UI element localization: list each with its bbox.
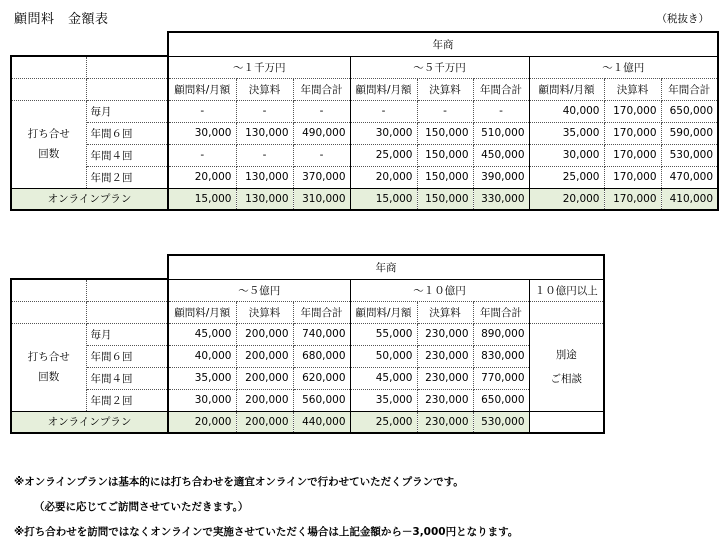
row-label: 年間６回 (86, 122, 168, 144)
row-group-label-line2: 回数 (38, 148, 60, 160)
cell-total: 560,000 (293, 389, 350, 411)
cell-settlement: 130,000 (236, 188, 293, 210)
cell-fee: 30,000 (350, 122, 417, 144)
col-header: 決算料 (417, 78, 473, 100)
cell-fee: 30,000 (529, 144, 604, 166)
revenue-header: 年商 (168, 255, 604, 279)
tier-header: ～１億円 (529, 56, 718, 78)
col-header: 顧問料/月額 (168, 301, 236, 323)
cell-fee: 30,000 (168, 389, 236, 411)
tier-header: ～５億円 (168, 279, 350, 301)
row-label: 年間６回 (86, 345, 168, 367)
cell-fee: 45,000 (350, 367, 417, 389)
cell-fee: 20,000 (168, 166, 236, 188)
cell-fee: 20,000 (168, 411, 236, 433)
cell-settlement: 150,000 (417, 188, 473, 210)
cell-total: 510,000 (473, 122, 529, 144)
note-online-plan: ※オンラインプランは基本的には打ち合わせを適宜オンラインで行わせていただくプランです。 (14, 476, 464, 488)
col-header: 顧問料/月額 (350, 78, 417, 100)
cell-total: - (473, 100, 529, 122)
cell-total: 390,000 (473, 166, 529, 188)
cell-total: 370,000 (293, 166, 350, 188)
row-label: 年間２回 (86, 389, 168, 411)
cell-settlement: 230,000 (417, 345, 473, 367)
cell-fee: 40,000 (168, 345, 236, 367)
cell-total: 530,000 (661, 144, 718, 166)
cell-settlement: 200,000 (236, 367, 293, 389)
col-header: 年間合計 (473, 78, 529, 100)
note-discount: ※打ち合わせを訪問ではなくオンラインで実施させていただく場合は上記金額から－3,000円となります。 (14, 526, 519, 538)
cell-settlement: 150,000 (417, 144, 473, 166)
cell-settlement: 130,000 (236, 166, 293, 188)
cell-settlement: - (417, 100, 473, 122)
cell-fee: 20,000 (350, 166, 417, 188)
note-visit: （必要に応じてご訪問させていただきます。） (34, 501, 249, 513)
page-title: 顧問料 金額表 (14, 12, 109, 27)
cell-fee: 35,000 (168, 367, 236, 389)
tier-header: ～５千万円 (350, 56, 529, 78)
tier-header: ～１０億円 (350, 279, 529, 301)
cell-settlement: 170,000 (604, 166, 661, 188)
cell-fee: 50,000 (350, 345, 417, 367)
cell-settlement: 230,000 (417, 323, 473, 345)
row-label: 年間４回 (86, 144, 168, 166)
tax-note: （税抜き） (656, 13, 709, 25)
cell-settlement: 200,000 (236, 345, 293, 367)
cell-total: 330,000 (473, 188, 529, 210)
col-header: 決算料 (417, 301, 473, 323)
col-header: 決算料 (236, 78, 293, 100)
cell-total: 620,000 (293, 367, 350, 389)
cell-settlement: 130,000 (236, 122, 293, 144)
cell-fee: 20,000 (529, 188, 604, 210)
cell-fee: 35,000 (350, 389, 417, 411)
col-header: 年間合計 (293, 301, 350, 323)
row-group-label (11, 100, 86, 188)
special-line2: ご相談 (550, 373, 582, 385)
revenue-header: 年商 (168, 32, 718, 56)
cell-fee: 35,000 (529, 122, 604, 144)
cell-total: - (293, 100, 350, 122)
cell-total: 650,000 (473, 389, 529, 411)
online-plan-label: オンラインプラン (11, 411, 168, 433)
cell-total: 310,000 (293, 188, 350, 210)
online-plan-label: オンラインプラン (11, 188, 168, 210)
cell-fee: 15,000 (168, 188, 236, 210)
cell-total: 650,000 (661, 100, 718, 122)
cell-fee: 25,000 (350, 144, 417, 166)
fee-table-2 (10, 254, 605, 434)
cell-settlement: - (236, 100, 293, 122)
col-header: 年間合計 (293, 78, 350, 100)
cell-total: 740,000 (293, 323, 350, 345)
special-line1: 別途 (555, 349, 577, 361)
cell-settlement: 170,000 (604, 100, 661, 122)
cell-fee: 30,000 (168, 122, 236, 144)
cell-settlement: 170,000 (604, 188, 661, 210)
cell-fee: 15,000 (350, 188, 417, 210)
cell-settlement: 230,000 (417, 389, 473, 411)
cell-total: - (293, 144, 350, 166)
cell-total: 410,000 (661, 188, 718, 210)
row-label: 毎月 (86, 323, 168, 345)
col-header: 年間合計 (473, 301, 529, 323)
cell-total: 530,000 (473, 411, 529, 433)
tier-header: １０億円以上 (529, 279, 604, 301)
cell-total: 680,000 (293, 345, 350, 367)
cell-total: 470,000 (661, 166, 718, 188)
special-consultation (529, 323, 604, 411)
cell-settlement: 200,000 (236, 389, 293, 411)
row-label: 年間２回 (86, 166, 168, 188)
cell-fee: 25,000 (529, 166, 604, 188)
cell-fee: 25,000 (350, 411, 417, 433)
cell-fee: - (350, 100, 417, 122)
row-group-label-line1: 打ち合せ (27, 351, 70, 363)
cell-settlement: 200,000 (236, 411, 293, 433)
cell-fee: - (168, 144, 236, 166)
row-group-label-line2: 回数 (38, 371, 60, 383)
row-label: 毎月 (86, 100, 168, 122)
cell-total: 890,000 (473, 323, 529, 345)
cell-settlement: 230,000 (417, 367, 473, 389)
col-header: 顧問料/月額 (350, 301, 417, 323)
col-header: 顧問料/月額 (168, 78, 236, 100)
cell-fee: - (168, 100, 236, 122)
cell-total: 440,000 (293, 411, 350, 433)
tier-header: ～１千万円 (168, 56, 350, 78)
cell-settlement: - (236, 144, 293, 166)
cell-total: 770,000 (473, 367, 529, 389)
cell-settlement: 200,000 (236, 323, 293, 345)
row-group-label-line1: 打ち合せ (27, 128, 70, 140)
fee-table-1 (10, 31, 719, 211)
cell-total: 590,000 (661, 122, 718, 144)
cell-settlement: 150,000 (417, 166, 473, 188)
col-header: 年間合計 (661, 78, 718, 100)
col-header: 決算料 (236, 301, 293, 323)
cell-settlement: 150,000 (417, 122, 473, 144)
col-header: 顧問料/月額 (529, 78, 604, 100)
row-label: 年間４回 (86, 367, 168, 389)
cell-total: 490,000 (293, 122, 350, 144)
row-group-label (11, 323, 86, 411)
cell-total: 450,000 (473, 144, 529, 166)
cell-settlement: 170,000 (604, 144, 661, 166)
cell-fee: 40,000 (529, 100, 604, 122)
col-header: 決算料 (604, 78, 661, 100)
cell-settlement: 230,000 (417, 411, 473, 433)
cell-total: 830,000 (473, 345, 529, 367)
cell-settlement: 170,000 (604, 122, 661, 144)
cell-fee: 55,000 (350, 323, 417, 345)
cell-fee: 45,000 (168, 323, 236, 345)
